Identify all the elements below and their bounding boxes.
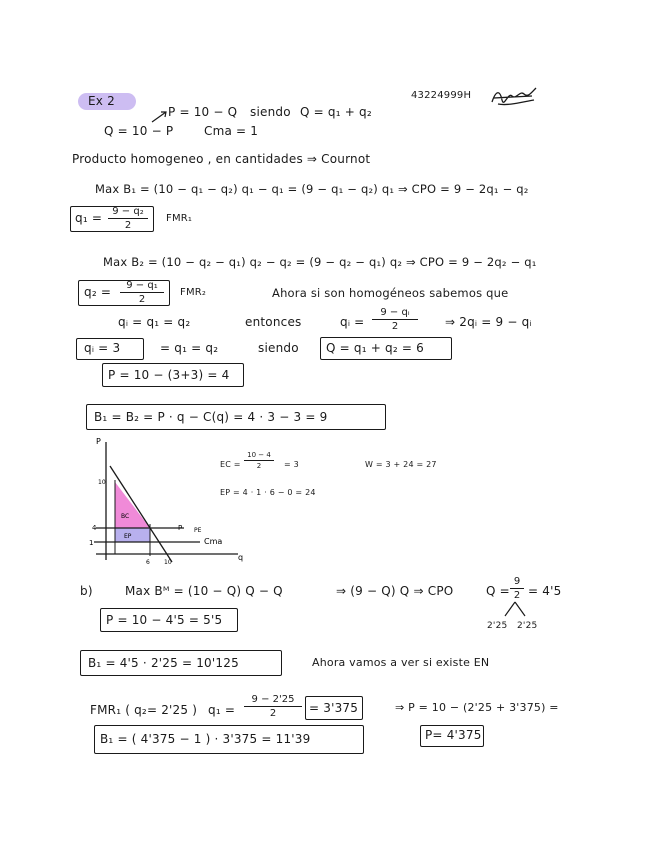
ep-area-label: EP	[124, 533, 132, 540]
producer-surplus-area	[115, 528, 150, 542]
signature-icon	[488, 84, 540, 110]
q-total-value: Q = q₁ + q₂ = 6	[326, 341, 424, 355]
p-then: ⇒ P = 10 − (2'25 + 3'375) =	[395, 701, 559, 714]
q1-box-label: q₁ =	[75, 211, 103, 225]
b1-final-value: B₁ = ( 4'375 − 1 ) · 3'375 = 11'39	[100, 732, 311, 746]
entonces-label: entonces	[245, 315, 302, 329]
b-equal-value: B₁ = B₂ = P · q − C(q) = 4 · 3 − 3 = 9	[94, 410, 328, 424]
bm-q-value: = 4'5	[528, 584, 562, 598]
fmr1-label: FMR₁	[166, 213, 193, 224]
part-b-label: b)	[80, 584, 93, 598]
fmr1-b: FMR₁ ( q₂= 2'25 )	[90, 703, 198, 717]
max-b1: Max B₁ = (10 − q₁ − q₂) q₁ − q₁ = (9 − q₁ − q₂) q₁ ⇒ CPO = 9 − 2q₁ − q₂	[95, 182, 529, 196]
qi-equal: qᵢ = q₁ = q₂	[118, 315, 191, 329]
arrow-icon	[150, 108, 170, 124]
q2-fraction: 9 − q₁ 2	[120, 280, 164, 305]
bm-q-prefix: Q =	[486, 584, 510, 598]
bc-area-label: BC	[121, 513, 130, 520]
ec-label: EC =	[220, 460, 241, 469]
bm-fraction: 9 2	[510, 576, 524, 601]
pe-label: PE	[194, 527, 202, 534]
tick-4-y: 4	[92, 524, 97, 532]
ec-result: = 3	[284, 460, 299, 469]
welfare: W = 3 + 24 = 27	[365, 460, 437, 469]
bm-cpo: ⇒ (9 − Q) Q ⇒ CPO	[336, 584, 454, 598]
p-monop-value: P = 10 − 4'5 = 5'5	[106, 613, 223, 627]
q1-q2-equal: = q₁ = q₂	[160, 341, 219, 355]
surplus-graph	[88, 436, 258, 571]
tick-6-x: 6	[146, 559, 150, 566]
b1-monop-value: B₁ = 4'5 · 2'25 = 10'125	[88, 656, 239, 670]
exercise-title: Ex 2	[88, 94, 115, 108]
ep-value: EP = 4 · 1 · 6 − 0 = 24	[220, 488, 316, 497]
split-b: 2'25	[517, 621, 538, 631]
p-value: P = 10 − (3+3) = 4	[108, 368, 230, 382]
qi-then: ⇒ 2qᵢ = 9 − qᵢ	[445, 315, 532, 329]
demand-eq: P = 10 − Q	[168, 105, 238, 119]
cma-value: Cma = 1	[204, 124, 259, 138]
student-id: 43224999H	[411, 90, 472, 101]
q2-box-label: q₂ =	[84, 285, 112, 299]
q-sum: Q = q₁ + q₂	[300, 105, 372, 119]
consumer-surplus-area	[115, 482, 150, 528]
q1-b-prefix: q₁ =	[208, 703, 236, 717]
tick-10-y: 10	[98, 479, 106, 486]
q1b-fraction: 9 − 2'25 2	[244, 694, 302, 719]
ahora-homogeneos: Ahora si son homogéneos sabemos que	[272, 286, 509, 300]
q-inverse: Q = 10 − P	[104, 124, 174, 138]
split-a: 2'25	[487, 621, 508, 631]
ahora-existe: Ahora vamos a ver si existe EN	[312, 656, 490, 669]
axis-y-label: P	[96, 437, 101, 446]
tick-10-x: 10	[164, 559, 172, 566]
price-label: P	[178, 524, 183, 532]
max-bm: Max Bᴹ = (10 − Q) Q − Q	[125, 584, 283, 598]
qi-fraction: 9 − qᵢ 2	[372, 307, 418, 332]
q1-result-value: = 3'375	[309, 701, 359, 715]
qi-box-value: qᵢ = 3	[84, 341, 121, 355]
tick-1-y: 1	[89, 539, 94, 547]
producto-line: Producto homogeneo , en cantidades ⇒ Cournot	[72, 152, 371, 166]
axis-x-label: q	[238, 553, 244, 562]
qi-prefix: qᵢ =	[340, 315, 365, 329]
fmr2-label: FMR₂	[180, 287, 207, 298]
max-b2: Max B₂ = (10 − q₂ − q₁) q₂ − q₂ = (9 − q₂ − q₁) q₂ ⇒ CPO = 9 − 2q₂ − q₁	[103, 255, 537, 269]
siendo-label-2: siendo	[258, 341, 299, 355]
siendo-label: siendo	[250, 105, 291, 119]
q1-fraction: 9 − q₂ 2	[108, 206, 148, 231]
ec-fraction: 10 − 4 2	[244, 451, 274, 470]
cma-line-label: Cma	[204, 537, 223, 546]
split-icon	[500, 600, 530, 618]
p-result-value: P= 4'375	[425, 728, 482, 742]
